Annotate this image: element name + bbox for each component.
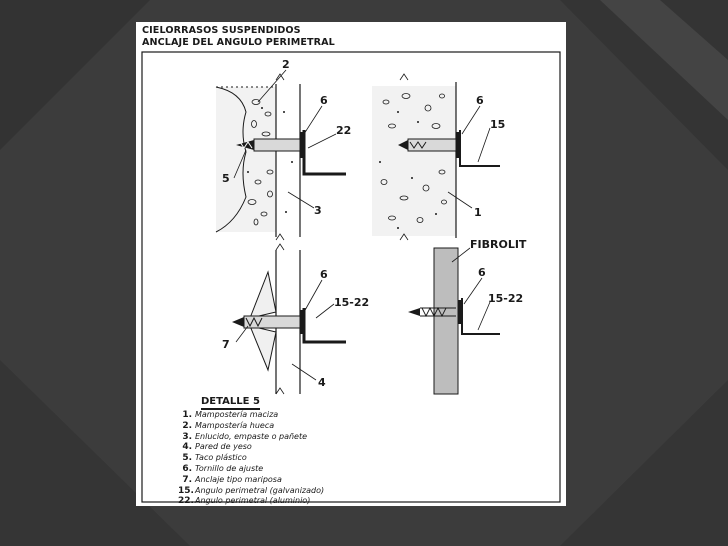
d1-label-bottom: 3	[314, 204, 322, 217]
d1-label-right-mid: 22	[336, 124, 352, 137]
legend-item	[178, 453, 324, 464]
d2-label-right-mid: 15	[490, 118, 506, 131]
legend-text: Pared de yeso	[195, 442, 252, 452]
legend-num: 1.	[182, 410, 192, 420]
d4-label-right-top: 6	[478, 266, 486, 279]
detail-title	[201, 396, 260, 407]
legend-num: 7.	[182, 474, 192, 485]
legend-item	[178, 410, 324, 421]
legend-item	[178, 486, 324, 497]
legend-text: Angulo perimetral (aluminio)	[195, 496, 311, 506]
title-line-1: CIELORRASOS SUSPENDIDOS	[142, 25, 301, 36]
legend-num: 4.	[182, 442, 192, 453]
legend-item	[178, 421, 324, 432]
legend-item	[178, 442, 324, 453]
legend-item	[178, 432, 324, 443]
d2-label-right-top: 6	[476, 94, 484, 107]
drawing-sheet	[136, 22, 566, 506]
d1-label-right-top: 6	[320, 94, 328, 107]
legend-item	[178, 475, 324, 486]
legend-num: 3.	[182, 431, 192, 442]
legend-text: Mampostería hueca	[195, 420, 275, 430]
legend-item	[178, 496, 324, 507]
legend-text: Taco plástico	[195, 453, 247, 463]
legend-text: Anclaje tipo mariposa	[195, 474, 282, 484]
legend-num: 6.	[182, 463, 192, 474]
detail-title-text: DETALLE 5	[201, 396, 260, 407]
legend-text: Tornillo de ajuste	[195, 463, 264, 473]
title-line-2: ANCLAJE DEL ANGULO PERIMETRAL	[142, 37, 335, 48]
legend-text: Enlucido, empaste o pañete	[195, 431, 308, 441]
d4-label-material: FIBROLIT	[470, 238, 527, 251]
d3-label-right-mid: 15-22	[334, 296, 370, 309]
d1-label-top: 2	[282, 58, 290, 71]
legend-num: 2.	[182, 420, 192, 431]
d3-label-left: 7	[222, 338, 230, 351]
legend-text: Mampostería maciza	[195, 410, 279, 419]
legend	[178, 410, 324, 507]
detail-4	[408, 238, 527, 394]
d3-label-bottom: 4	[318, 376, 326, 389]
legend-text: Angulo perimetral (galvanizado)	[195, 485, 325, 495]
detail-2	[372, 74, 505, 240]
detail-3	[222, 244, 369, 394]
d3-label-right-top: 6	[320, 268, 328, 281]
d1-label-left: 5	[222, 172, 230, 185]
legend-num: 5.	[182, 453, 192, 464]
detail-1	[216, 58, 351, 240]
legend-item	[178, 464, 324, 475]
d4-label-right-mid: 15-22	[488, 292, 524, 305]
d2-label-bottom: 1	[474, 206, 482, 219]
legend-num: 22.	[178, 496, 194, 507]
legend-num: 15.	[178, 485, 194, 496]
